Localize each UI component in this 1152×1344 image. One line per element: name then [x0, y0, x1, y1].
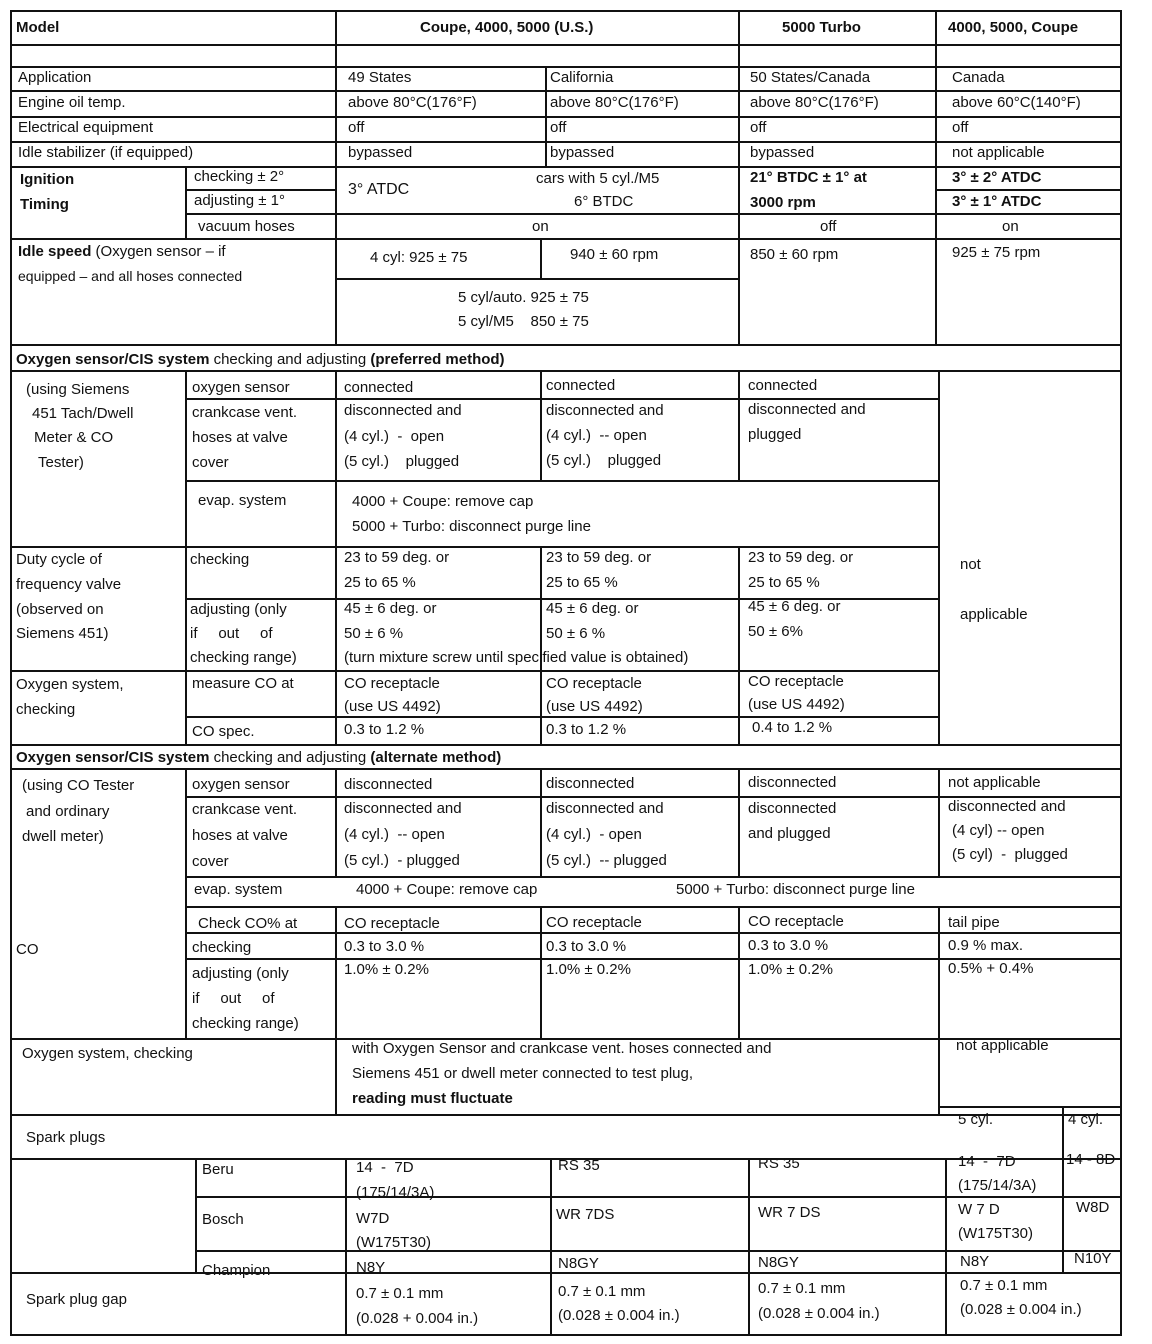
spark-5cyl: 5 cyl.: [958, 1111, 994, 1128]
alt-crank-a-2: (4 cyl.) -- open: [344, 826, 445, 843]
alt-crank-d-2: (4 cyl) -- open: [952, 822, 1045, 839]
alt-adj-c: 1.0% ± 0.2%: [748, 961, 833, 978]
spark-champ-c: N8GY: [758, 1254, 799, 1271]
pref-crank-c-2: plugged: [748, 426, 802, 443]
alt-co-side-label: CO: [16, 941, 39, 958]
spark-champ-e: N10Y: [1074, 1250, 1112, 1267]
oil-temp-b: above 80°C(176°F): [550, 94, 679, 111]
ignition-a: 3° ATDC: [348, 181, 410, 198]
duty-adj-c-2: 50 ± 6%: [748, 623, 803, 640]
duty-label-1: Duty cycle of: [16, 551, 102, 568]
duty-label-4: Siemens 451): [16, 625, 109, 642]
header-col-turbo: 5000 Turbo: [782, 19, 861, 36]
spark-beru-e: 14 - 8D: [1066, 1151, 1116, 1168]
spark-gap-c-2: (0.028 ± 0.004 in.): [758, 1305, 880, 1322]
alt-checkco-b: CO receptacle: [546, 914, 642, 931]
pref-measure-b-2: (use US 4492): [546, 698, 643, 715]
pref-o2-c: connected: [748, 377, 818, 394]
application-label: Application: [18, 69, 92, 86]
spark-gap-d-1: 0.7 ± 0.1 mm: [960, 1277, 1048, 1294]
header-model: Model: [16, 19, 60, 36]
pref-evap-label: evap. system: [198, 492, 287, 509]
alt-crank-c-2: and plugged: [748, 825, 831, 842]
alt-adj-label-3: checking range): [192, 1015, 299, 1032]
pref-crank-b-3: (5 cyl.) plugged: [546, 452, 662, 469]
duty-check-b-2: 25 to 65 %: [546, 574, 618, 591]
idle-speed-b: 940 ± 60 rpm: [570, 246, 659, 263]
idle-speed-5cyl-auto: 5 cyl/auto. 925 ± 75: [458, 289, 589, 306]
electrical-label: Electrical equipment: [18, 119, 154, 136]
idle-speed-label2: equipped – and all hoses connected: [18, 268, 243, 284]
pref-cospec-label: CO spec.: [192, 723, 255, 740]
ignition-adjusting-label: adjusting ± 1°: [194, 192, 285, 209]
ignition-b1: cars with 5 cyl./M5: [536, 170, 660, 187]
spark-bosch-b: WR 7DS: [556, 1206, 615, 1223]
header-col-us: Coupe, 4000, 5000 (U.S.): [420, 19, 594, 36]
spark-champion-label: Champion: [202, 1262, 271, 1279]
spark-bosch-c: WR 7 DS: [758, 1204, 821, 1221]
alt-oxy-bold: reading must fluctuate: [352, 1090, 513, 1107]
spark-gap-a-1: 0.7 ± 0.1 mm: [356, 1285, 444, 1302]
spark-bosch-e: W8D: [1076, 1199, 1110, 1216]
duty-adj-b-1: 45 ± 6 deg. or: [546, 600, 639, 617]
pref-cospec-a: 0.3 to 1.2 %: [344, 721, 425, 738]
pref-using-2: 451 Tach/Dwell: [32, 405, 134, 422]
idle-stabilizer-d: not applicable: [952, 144, 1045, 161]
timing-label: Timing: [20, 196, 69, 213]
alt-o2-label: oxygen sensor: [192, 776, 290, 793]
duty-check-a-2: 25 to 65 %: [344, 574, 416, 591]
spark-beru-b: RS 35: [558, 1157, 600, 1174]
alt-crank-label-2: hoses at valve: [192, 827, 288, 844]
duty-adj-label-1: adjusting (only: [190, 601, 287, 618]
spark-bosch-a-2: (W175T30): [356, 1234, 432, 1251]
spark-beru-label: Beru: [202, 1161, 234, 1178]
alt-checking-label: checking: [192, 939, 252, 956]
alt-o2-d: not applicable: [948, 774, 1041, 791]
vacuum-ab: on: [532, 218, 549, 235]
alt-evap-label: evap. system: [194, 881, 283, 898]
duty-adj-c-1: 45 ± 6 deg. or: [748, 598, 841, 615]
idle-speed-d: 925 ± 75 rpm: [952, 244, 1041, 261]
pref-using-3: Meter & CO: [34, 429, 114, 446]
ignition-c1: 21° BTDC ± 1° at: [750, 169, 867, 186]
duty-adj-label-2: if out of: [190, 625, 273, 642]
pref-using-4: Tester): [38, 454, 84, 471]
duty-check-a-1: 23 to 59 deg. or: [344, 549, 450, 566]
duty-label-2: frequency valve: [16, 576, 122, 593]
spark-beru-d-1: 14 - 7D: [958, 1153, 1016, 1170]
electrical-c: off: [750, 119, 767, 136]
alt-adj-d: 0.5% + 0.4%: [948, 960, 1034, 977]
alt-checking-d: 0.9 % max.: [948, 937, 1024, 954]
alt-oxy-d: not applicable: [956, 1037, 1049, 1054]
spark-champ-b: N8GY: [558, 1255, 599, 1272]
pref-cospec-c: 0.4 to 1.2 %: [752, 719, 833, 736]
idle-speed-5cyl-m5: 5 cyl/M5 850 ± 75: [458, 313, 589, 330]
pref-o2-label: oxygen sensor: [192, 379, 290, 396]
alt-checking-b: 0.3 to 3.0 %: [546, 938, 627, 955]
alt-checking-a: 0.3 to 3.0 %: [344, 938, 425, 955]
alt-oxy-text-1: with Oxygen Sensor and crankcase vent. hoses connected and: [352, 1040, 772, 1057]
pref-evap-1: 4000 + Coupe: remove cap: [352, 493, 534, 510]
electrical-a: off: [348, 119, 365, 136]
idle-speed-c: 850 ± 60 rpm: [750, 246, 839, 263]
pref-crank-a-3: (5 cyl.) plugged: [344, 453, 460, 470]
pref-crank-a-2: (4 cyl.) - open: [344, 428, 445, 445]
alt-oxy-text-2: Siemens 451 or dwell meter connected to test plug,: [352, 1065, 694, 1082]
spark-4cyl: 4 cyl.: [1068, 1111, 1104, 1128]
duty-label-3: (observed on: [16, 601, 104, 618]
pref-crank-label-2: hoses at valve: [192, 429, 288, 446]
alt-o2-b: disconnected: [546, 775, 635, 792]
pref-crank-c-1: disconnected and: [748, 401, 866, 418]
pref-using-1: (using Siemens: [26, 381, 130, 398]
pref-measure-a-1: CO receptacle: [344, 675, 440, 692]
alt-adj-label-1: adjusting (only: [192, 965, 289, 982]
pref-crank-label-3: cover: [192, 454, 229, 471]
alt-evap-1: 4000 + Coupe: remove cap: [356, 881, 538, 898]
application-b: California: [550, 69, 614, 86]
spark-gap-a-2: (0.028 + 0.004 in.): [356, 1310, 479, 1327]
spark-champ-d: N8Y: [960, 1253, 990, 1270]
pref-crank-b-1: disconnected and: [546, 402, 664, 419]
pref-oxy-label-2: checking: [16, 701, 76, 718]
alt-adj-b: 1.0% ± 0.2%: [546, 961, 631, 978]
alternate-title: Oxygen sensor/CIS system checking and adjusting (alternate method): [16, 749, 502, 766]
alt-crank-d-3: (5 cyl) - plugged: [952, 846, 1068, 863]
alt-o2-a: disconnected: [344, 776, 433, 793]
spark-bosch-label: Bosch: [202, 1211, 244, 1228]
pref-o2-b: connected: [546, 377, 616, 394]
alt-crank-b-1: disconnected and: [546, 800, 664, 817]
spark-gap-label: Spark plug gap: [26, 1291, 127, 1308]
spark-gap-c-1: 0.7 ± 0.1 mm: [758, 1280, 846, 1297]
duty-adj-note: (turn mixture screw until specified value is obtained): [344, 649, 689, 666]
ignition-checking-label: checking ± 2°: [194, 168, 285, 185]
vacuum-hoses-label: vacuum hoses: [198, 218, 295, 235]
spark-beru-a-2: (175/14/3A): [356, 1184, 435, 1201]
application-d: Canada: [952, 69, 1005, 86]
electrical-b: off: [550, 119, 567, 136]
alt-crank-a-1: disconnected and: [344, 800, 462, 817]
pref-measure-a-2: (use US 4492): [344, 698, 441, 715]
alt-checking-c: 0.3 to 3.0 %: [748, 937, 829, 954]
alt-checkco-label: Check CO% at: [198, 915, 298, 932]
alt-crank-c-1: disconnected: [748, 800, 837, 817]
spark-champ-a: N8Y: [356, 1259, 386, 1276]
spark-plugs-label: Spark plugs: [26, 1129, 106, 1146]
spark-bosch-d-1: W 7 D: [958, 1201, 1000, 1218]
duty-check-b-1: 23 to 59 deg. or: [546, 549, 652, 566]
alt-checkco-d: tail pipe: [948, 914, 1000, 931]
pref-measure-label: measure CO at: [192, 675, 294, 692]
pref-oxy-label-1: Oxygen system,: [16, 676, 124, 693]
pref-not-applicable-1: not: [960, 556, 981, 573]
preferred-title: Oxygen sensor/CIS system checking and adjusting (preferred method): [16, 351, 505, 368]
electrical-d: off: [952, 119, 969, 136]
alt-adj-label-2: if out of: [192, 990, 275, 1007]
idle-stabilizer-label: Idle stabilizer (if equipped): [18, 144, 194, 161]
ignition-d1: 3° ± 2° ATDC: [952, 169, 1042, 186]
pref-crank-label-1: crankcase vent.: [192, 404, 298, 421]
oil-temp-d: above 60°C(140°F): [952, 94, 1081, 111]
duty-adj-a-1: 45 ± 6 deg. or: [344, 600, 437, 617]
alt-crank-label-1: crankcase vent.: [192, 801, 298, 818]
idle-speed-label: Idle speed (Oxygen sensor – if: [18, 243, 226, 260]
spark-gap-d-2: (0.028 ± 0.004 in.): [960, 1301, 1082, 1318]
ignition-c2: 3000 rpm: [750, 194, 816, 211]
pref-measure-c-2: (use US 4492): [748, 696, 845, 713]
duty-adj-label-3: checking range): [190, 649, 297, 666]
idle-stabilizer-c: bypassed: [750, 144, 815, 161]
spark-beru-c: RS 35: [758, 1155, 800, 1172]
spark-bosch-d-2: (W175T30): [958, 1225, 1034, 1242]
alt-using-2: and ordinary: [26, 803, 110, 820]
header-col-canada: 4000, 5000, Coupe: [948, 19, 1079, 36]
pref-measure-b-1: CO receptacle: [546, 675, 642, 692]
alt-crank-label-3: cover: [192, 853, 229, 870]
vacuum-d: on: [1002, 218, 1019, 235]
pref-crank-b-2: (4 cyl.) -- open: [546, 427, 647, 444]
idle-stabilizer-a: bypassed: [348, 144, 413, 161]
pref-evap-2: 5000 + Turbo: disconnect purge line: [352, 518, 591, 535]
vacuum-c: off: [820, 218, 837, 235]
pref-not-applicable-2: applicable: [960, 606, 1028, 623]
alt-o2-c: disconnected: [748, 774, 837, 791]
application-a: 49 States: [348, 69, 412, 86]
ignition-b2: 6° BTDC: [574, 193, 634, 210]
ignition-label: Ignition: [20, 171, 75, 188]
ignition-d2: 3° ± 1° ATDC: [952, 193, 1042, 210]
alt-evap-2: 5000 + Turbo: disconnect purge line: [676, 881, 915, 898]
alt-crank-d-1: disconnected and: [948, 798, 1066, 815]
oil-temp-label: Engine oil temp.: [18, 94, 126, 111]
spark-beru-a-1: 14 - 7D: [356, 1159, 414, 1176]
duty-adj-b-2: 50 ± 6 %: [546, 625, 606, 642]
alt-checkco-c: CO receptacle: [748, 913, 844, 930]
spark-gap-b-1: 0.7 ± 0.1 mm: [558, 1283, 646, 1300]
idle-stabilizer-b: bypassed: [550, 144, 615, 161]
pref-o2-a: connected: [344, 379, 414, 396]
duty-check-c-1: 23 to 59 deg. or: [748, 549, 854, 566]
idle-speed-a: 4 cyl: 925 ± 75: [370, 249, 468, 266]
pref-measure-c-1: CO receptacle: [748, 673, 844, 690]
spark-bosch-a-1: W7D: [356, 1210, 390, 1227]
alt-crank-b-2: (4 cyl.) - open: [546, 826, 642, 843]
application-c: 50 States/Canada: [750, 69, 871, 86]
alt-using-3: dwell meter): [22, 828, 104, 845]
duty-adj-a-2: 50 ± 6 %: [344, 625, 404, 642]
spark-beru-d-2: (175/14/3A): [958, 1177, 1037, 1194]
alt-oxy-label: Oxygen system, checking: [22, 1045, 193, 1062]
alt-using-1: (using CO Tester: [22, 777, 135, 794]
alt-crank-a-3: (5 cyl.) - plugged: [344, 852, 460, 869]
pref-cospec-b: 0.3 to 1.2 %: [546, 721, 627, 738]
oil-temp-a: above 80°C(176°F): [348, 94, 477, 111]
oil-temp-c: above 80°C(176°F): [750, 94, 879, 111]
duty-checking-label: checking: [190, 551, 250, 568]
pref-crank-a-1: disconnected and: [344, 402, 462, 419]
alt-adj-a: 1.0% ± 0.2%: [344, 961, 429, 978]
spark-gap-b-2: (0.028 ± 0.004 in.): [558, 1307, 680, 1324]
alt-checkco-a: CO receptacle: [344, 915, 440, 932]
alt-crank-b-3: (5 cyl.) -- plugged: [546, 852, 667, 869]
duty-check-c-2: 25 to 65 %: [748, 574, 820, 591]
